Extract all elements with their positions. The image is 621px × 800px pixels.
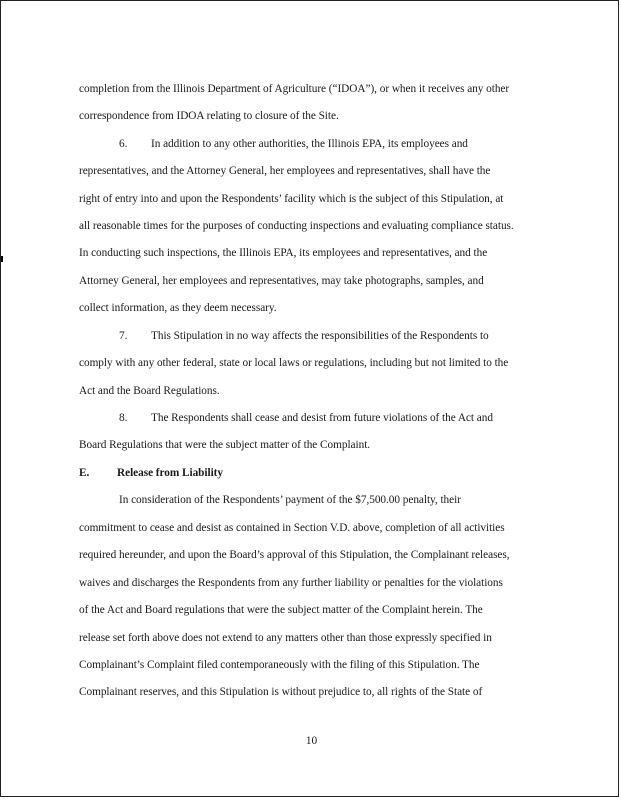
body-line: correspondence from IDOA relating to closure of the Site. (79, 110, 339, 122)
body-line: Board Regulations that were the subject matter of the Complaint. (79, 439, 371, 451)
body-line: comply with any other federal, state or local laws or regulations, including but not limited to the (79, 357, 509, 369)
body-line: In consideration of the Respondents’ payment of the $7,500.00 penalty, their (119, 494, 461, 506)
body-text: The Respondents shall cease and desist from future violations of the Act and (151, 412, 493, 424)
paragraph-7-first-line (119, 329, 489, 343)
body-line: Complainant reserves, and this Stipulation is without prejudice to, all rights of the State of (79, 686, 483, 698)
paragraph-6-first-line (119, 137, 468, 151)
paragraph-number: 8. (119, 412, 128, 424)
section-title: Release from Liability (117, 467, 223, 479)
paragraph-number: 6. (119, 138, 128, 150)
body-line: Act and the Board Regulations. (79, 385, 220, 397)
section-letter: E. (79, 467, 90, 479)
body-text: This Stipulation in no way affects the responsibilities of the Respondents to (151, 330, 489, 342)
body-line: Complainant’s Complaint filed contemporaneously with the filing of this Stipulation. The (79, 659, 480, 671)
body-line: Attorney General, her employees and representatives, may take photographs, samples, and (79, 275, 484, 287)
body-line: of the Act and Board regulations that were the subject matter of the Complaint herein. The (79, 604, 483, 616)
body-line: waives and discharges the Respondents from any further liability or penalties for the violations (79, 577, 503, 589)
body-line: right of entry into and upon the Respondents’ facility which is the subject of this Stipulation, at (79, 193, 504, 205)
section-heading (79, 466, 223, 480)
paragraph-number: 7. (119, 330, 128, 342)
body-line: representatives, and the Attorney General, her employees and representatives, shall have the (79, 165, 491, 177)
page-number: 10 (305, 735, 318, 747)
body-line: commitment to cease and desist as contained in Section V.D. above, completion of all activities (79, 522, 505, 534)
body-text: In addition to any other authorities, the Illinois EPA, its employees and (151, 138, 468, 150)
paragraph-8-first-line (119, 411, 493, 425)
body-line: required hereunder, and upon the Board’s approval of this Stipulation, the Complainant releases, (79, 549, 510, 561)
body-line: In conducting such inspections, the Illinois EPA, its employees and representatives, and the (79, 247, 488, 259)
body-line: collect information, as they deem necessary. (79, 302, 277, 314)
body-line: all reasonable times for the purposes of conducting inspections and evaluating compliance status. (79, 220, 514, 232)
body-line: completion from the Illinois Department of Agriculture (“IDOA”), or when it receives any other (79, 83, 510, 95)
body-line: release set forth above does not extend to any matters other than those expressly specified in (79, 632, 492, 644)
scan-mark (1, 256, 3, 262)
